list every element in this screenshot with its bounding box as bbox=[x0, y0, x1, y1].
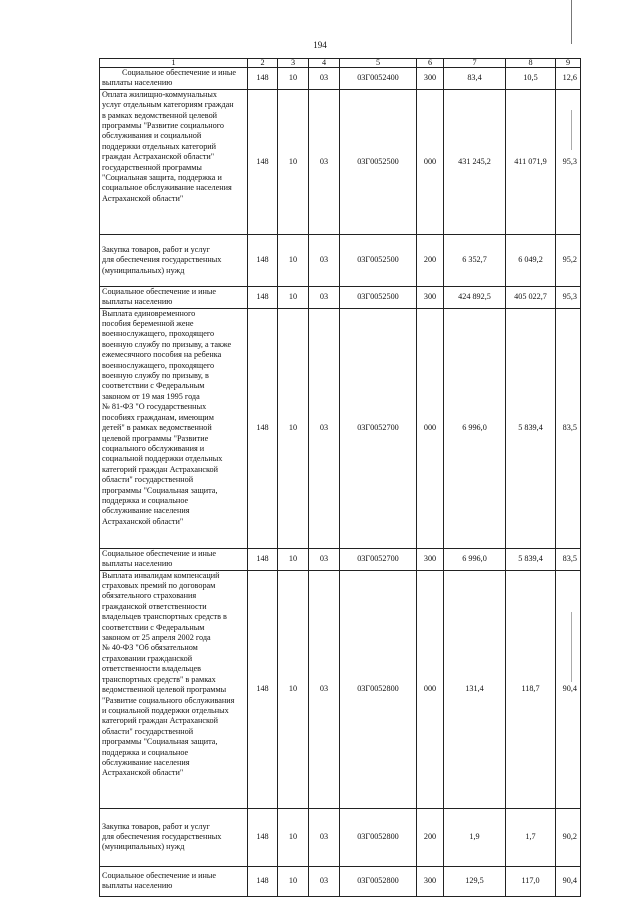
cell-col3: 10 bbox=[278, 808, 309, 866]
cell-col9: 83,5 bbox=[556, 548, 581, 570]
cell-col2: 148 bbox=[248, 89, 278, 234]
row-name: Оплата жилищно-коммунальных услуг отдельным категориям граждан в рамках ведомственной целевой программы "Развитие социального обслуживания и социальной поддержки отдельных категорий граждан Астраханской области" государственной программы "Социальная защита, поддержка и социальное обслуживание населения Астраханской области" bbox=[100, 89, 248, 234]
cell-col8: 411 071,9 bbox=[506, 89, 556, 234]
cell-col8: 5 839,4 bbox=[506, 308, 556, 548]
column-header: 4 bbox=[309, 59, 340, 68]
cell-col2: 148 bbox=[248, 308, 278, 548]
cell-col5: 03Г0052500 bbox=[340, 234, 417, 286]
cell-col4: 03 bbox=[309, 89, 340, 234]
cell-col8: 10,5 bbox=[506, 68, 556, 90]
budget-table-container bbox=[99, 58, 580, 894]
cell-col3: 10 bbox=[278, 308, 309, 548]
cell-col7: 83,4 bbox=[444, 68, 506, 90]
cell-col3: 10 bbox=[278, 234, 309, 286]
cell-col4: 03 bbox=[309, 286, 340, 308]
cell-col6: 300 bbox=[417, 286, 444, 308]
column-header: 5 bbox=[340, 59, 417, 68]
cell-col9: 95,2 bbox=[556, 234, 581, 286]
cell-col9: 95,3 bbox=[556, 286, 581, 308]
column-header: 3 bbox=[278, 59, 309, 68]
column-number-row bbox=[100, 59, 581, 68]
table-row bbox=[100, 89, 581, 234]
cell-col3: 10 bbox=[278, 286, 309, 308]
table-row bbox=[100, 234, 581, 286]
cell-col7: 131,4 bbox=[444, 570, 506, 808]
cell-col9: 95,3 bbox=[556, 89, 581, 234]
cell-col6: 000 bbox=[417, 89, 444, 234]
scan-line bbox=[571, 0, 572, 44]
cell-col7: 6 996,0 bbox=[444, 548, 506, 570]
column-header: 6 bbox=[417, 59, 444, 68]
cell-col6: 300 bbox=[417, 548, 444, 570]
cell-col6: 300 bbox=[417, 866, 444, 896]
row-name: Социальное обеспечение и иные выплаты населению bbox=[100, 866, 248, 896]
column-header: 7 bbox=[444, 59, 506, 68]
cell-col9: 83,5 bbox=[556, 308, 581, 548]
table-row bbox=[100, 308, 581, 548]
cell-col8: 118,7 bbox=[506, 570, 556, 808]
cell-col7: 6 352,7 bbox=[444, 234, 506, 286]
cell-col3: 10 bbox=[278, 89, 309, 234]
column-header: 9 bbox=[556, 59, 581, 68]
cell-col8: 405 022,7 bbox=[506, 286, 556, 308]
cell-col2: 148 bbox=[248, 570, 278, 808]
scan-line bbox=[571, 110, 572, 150]
cell-col8: 6 049,2 bbox=[506, 234, 556, 286]
cell-col7: 431 245,2 bbox=[444, 89, 506, 234]
cell-col7: 1,9 bbox=[444, 808, 506, 866]
table-row bbox=[100, 68, 581, 90]
cell-col3: 10 bbox=[278, 570, 309, 808]
cell-col6: 200 bbox=[417, 234, 444, 286]
cell-col9: 12,6 bbox=[556, 68, 581, 90]
cell-col6: 300 bbox=[417, 68, 444, 90]
table-row bbox=[100, 286, 581, 308]
cell-col8: 117,0 bbox=[506, 866, 556, 896]
cell-col7: 129,5 bbox=[444, 866, 506, 896]
cell-col9: 90,4 bbox=[556, 570, 581, 808]
cell-col5: 03Г0052700 bbox=[340, 548, 417, 570]
cell-col8: 5 839,4 bbox=[506, 548, 556, 570]
cell-col5: 03Г0052500 bbox=[340, 89, 417, 234]
cell-col4: 03 bbox=[309, 234, 340, 286]
row-name: Закупка товаров, работ и услуг для обеспечения государственных (муниципальных) нужд bbox=[100, 808, 248, 866]
cell-col8: 1,7 bbox=[506, 808, 556, 866]
cell-col5: 03Г0052400 bbox=[340, 68, 417, 90]
row-name: Выплата инвалидам компенсаций страховых премий по договорам обязательного страхования гражданской ответственности владельцев транспортных средств в соответствии с Федеральным законом от 25 апреля 2002 года № 40-ФЗ "Об обязательном страховании гражданской ответственности владельцев транспортных средств" в рамках ведомственной целевой программы "Развитие социального обслуживания и социальной поддержки отдельных категорий граждан Астраханской области" государственной программы "Социальная защита, поддержка и социальное обслуживание населения Астраханской области" bbox=[100, 570, 248, 808]
cell-col5: 03Г0052800 bbox=[340, 570, 417, 808]
cell-col6: 000 bbox=[417, 570, 444, 808]
cell-col5: 03Г0052800 bbox=[340, 808, 417, 866]
cell-col2: 148 bbox=[248, 866, 278, 896]
cell-col4: 03 bbox=[309, 808, 340, 866]
row-name: Выплата единовременного пособия беременной жене военнослужащего, проходящего военную службу по призыву, а также ежемесячного пособия на ребенка военнослужащего, проходящего военную службу по призыву, в соответствии с Федеральным законом от 19 мая 1995 года № 81-ФЗ "О государственных пособиях гражданам, имеющим детей" в рамках ведомственной целевой программы "Развитие социального обслуживания и социальной поддержки отдельных категорий граждан Астраханской области" государственной программы "Социальная защита, поддержка и социальное обслуживание населения Астраханской области" bbox=[100, 308, 248, 548]
cell-col3: 10 bbox=[278, 68, 309, 90]
row-name: Социальное обеспечение и иные выплаты населению bbox=[100, 286, 248, 308]
row-name: Социальное обеспечение и иные выплаты населению bbox=[100, 68, 248, 90]
cell-col5: 03Г0052500 bbox=[340, 286, 417, 308]
cell-col4: 03 bbox=[309, 866, 340, 896]
cell-col2: 148 bbox=[248, 286, 278, 308]
cell-col2: 148 bbox=[248, 68, 278, 90]
cell-col6: 000 bbox=[417, 308, 444, 548]
column-header: 8 bbox=[506, 59, 556, 68]
budget-table bbox=[99, 58, 581, 897]
cell-col5: 03Г0052800 bbox=[340, 866, 417, 896]
table-row bbox=[100, 570, 581, 808]
cell-col7: 6 996,0 bbox=[444, 308, 506, 548]
cell-col4: 03 bbox=[309, 570, 340, 808]
cell-col4: 03 bbox=[309, 68, 340, 90]
cell-col5: 03Г0052700 bbox=[340, 308, 417, 548]
column-header: 2 bbox=[248, 59, 278, 68]
cell-col4: 03 bbox=[309, 308, 340, 548]
cell-col9: 90,2 bbox=[556, 808, 581, 866]
cell-col2: 148 bbox=[248, 234, 278, 286]
cell-col4: 03 bbox=[309, 548, 340, 570]
table-row bbox=[100, 808, 581, 866]
row-name: Закупка товаров, работ и услуг для обеспечения государственных (муниципальных) нужд bbox=[100, 234, 248, 286]
cell-col7: 424 892,5 bbox=[444, 286, 506, 308]
table-row bbox=[100, 548, 581, 570]
scan-line bbox=[571, 612, 572, 682]
cell-col2: 148 bbox=[248, 808, 278, 866]
row-name: Социальное обеспечение и иные выплаты населению bbox=[100, 548, 248, 570]
page-number: 194 bbox=[313, 40, 327, 50]
cell-col9: 90,4 bbox=[556, 866, 581, 896]
cell-col6: 200 bbox=[417, 808, 444, 866]
cell-col2: 148 bbox=[248, 548, 278, 570]
cell-col3: 10 bbox=[278, 548, 309, 570]
cell-col3: 10 bbox=[278, 866, 309, 896]
table-row bbox=[100, 866, 581, 896]
column-header: 1 bbox=[100, 59, 248, 68]
